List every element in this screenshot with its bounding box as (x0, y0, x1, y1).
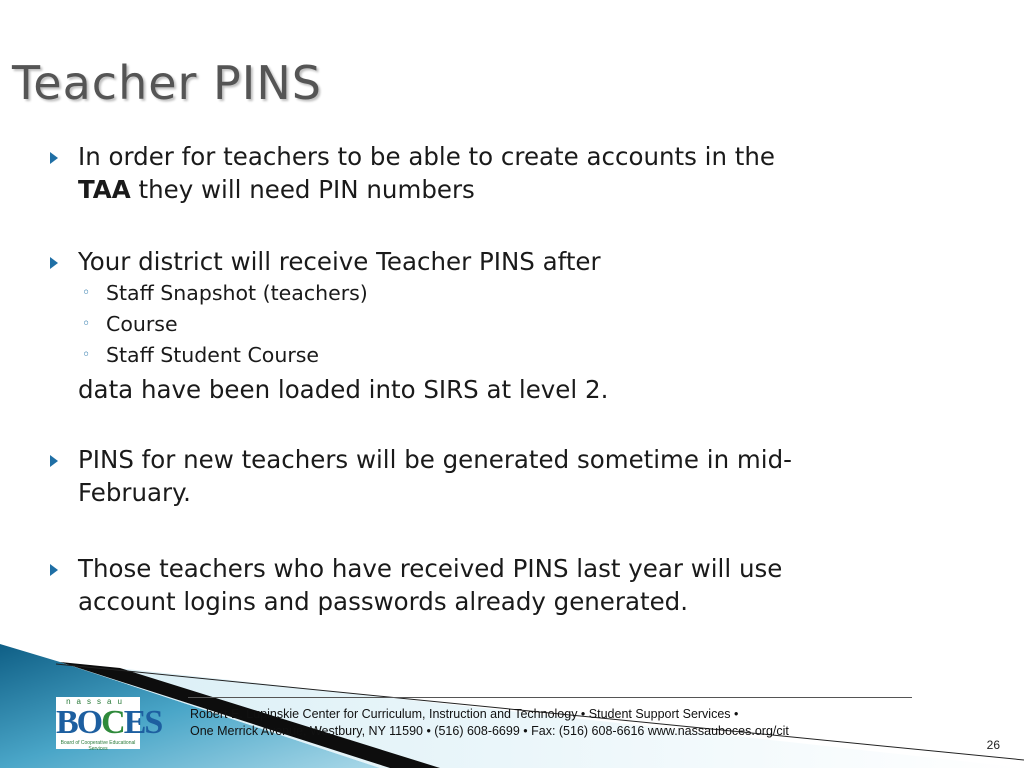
footer-swoosh-decoration (0, 600, 1024, 768)
footer-address-line: One Merrick Avenue, Westbury, NY 11590 • (516) 608-6699 • Fax: (516) 608-6616 www.nassauboces.org/cit (190, 724, 789, 738)
slide-body (48, 140, 948, 618)
sub-bullet-staff-snapshot (48, 278, 948, 309)
footer-divider (188, 697, 912, 698)
taa-emphasis: TAA (78, 175, 131, 204)
bullet-text: account logins and passwords already generated. (78, 587, 688, 616)
bullet-new-teachers (48, 443, 948, 509)
triangle-bullet-icon (50, 455, 58, 467)
page-number: 26 (986, 738, 1000, 752)
ring-bullet-icon: ◦ (82, 316, 91, 332)
slide-title: Teacher PINS (12, 56, 322, 110)
footer-org-line: Robert E. Lupinskie Center for Curriculum, Instruction and Technology • Student Support Services • (190, 707, 739, 721)
bullet-text: February. (78, 478, 191, 507)
sub-bullet-text: Staff Snapshot (teachers) (106, 281, 368, 305)
ring-bullet-icon: ◦ (82, 285, 91, 301)
bullet-text: Your district will receive Teacher PINS after (78, 247, 601, 276)
bullet-text: In order for teachers to be able to create accounts in the (78, 142, 775, 171)
bullet-text: PINS for new teachers will be generated sometime in mid- (78, 445, 792, 474)
bullet-text: Those teachers who have received PINS last year will use (78, 554, 783, 583)
bullet-text: they will need PIN numbers (130, 175, 475, 204)
bullet-district-receive (48, 245, 948, 278)
bullet-taa-pins (48, 140, 948, 206)
ring-bullet-icon: ◦ (82, 347, 91, 363)
sub-bullet-text: Course (106, 312, 178, 336)
sub-bullet-course (48, 309, 948, 340)
continuation-text: data have been loaded into SIRS at level 2. (78, 375, 609, 404)
triangle-bullet-icon (50, 564, 58, 576)
sub-bullet-staff-student-course (48, 340, 948, 371)
sub-bullet-text: Staff Student Course (106, 343, 320, 367)
nassau-boces-logo: nassau BOCES Board of Cooperative Educational Services (56, 697, 162, 752)
triangle-bullet-icon (50, 152, 58, 164)
triangle-bullet-icon (50, 257, 58, 269)
